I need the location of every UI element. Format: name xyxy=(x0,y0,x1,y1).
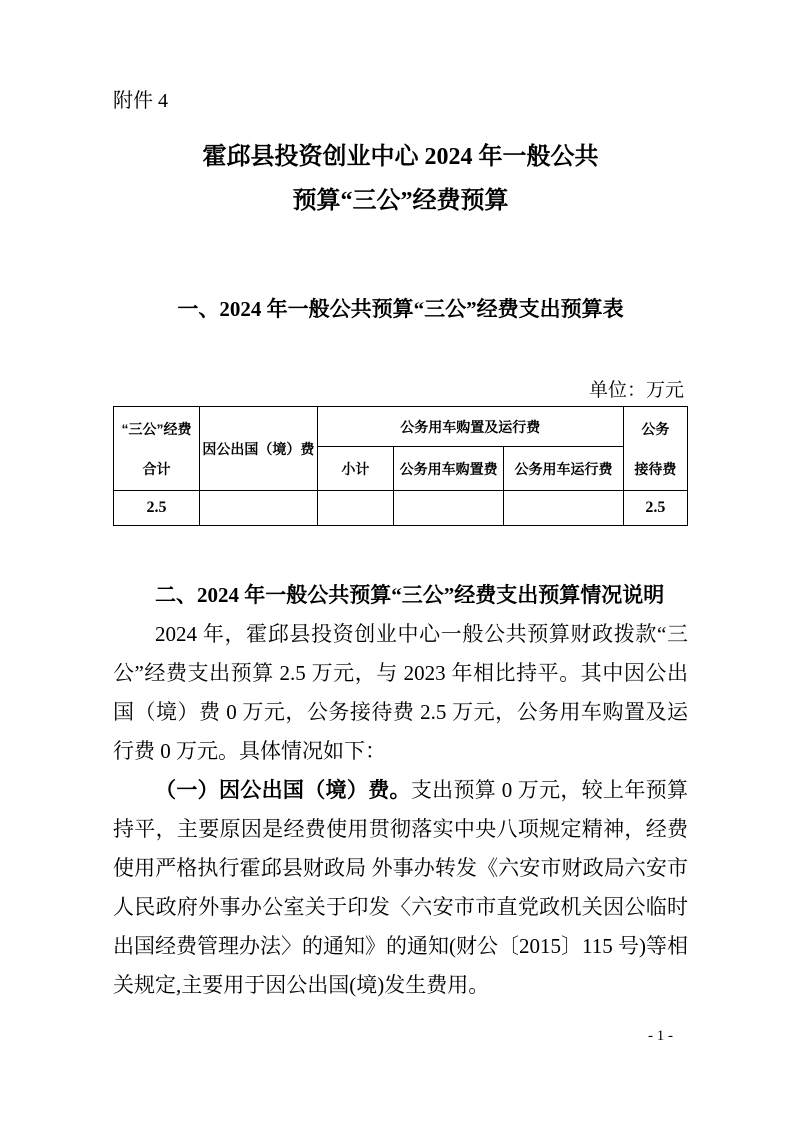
table-header-vehicle-purchase: 公务用车购置费 xyxy=(394,447,504,491)
section2-paragraph-2 xyxy=(113,771,688,1005)
cell-vehicle-purchase xyxy=(394,491,504,526)
cell-abroad-fee xyxy=(200,491,318,526)
table-header-reception-line1: 公务 xyxy=(641,420,670,437)
document-title xyxy=(113,135,688,223)
cell-vehicle-operation xyxy=(504,491,623,526)
budget-table xyxy=(113,406,688,526)
document-content xyxy=(113,0,688,1005)
table-header-vehicle-operation: 公务用车运行费 xyxy=(504,447,623,491)
table-header-sangong-total xyxy=(114,407,200,491)
section2-paragraph-1 xyxy=(113,615,688,771)
table-header-row-1 xyxy=(114,407,688,447)
table-header-sangong-line2: 合计 xyxy=(142,460,171,477)
section2-paragraph-1-text: 2024 年，霍邱县投资创业中心一般公共预算财政拨款“三公”经费支出预算 2.5 万元，与 2023 年相比持平。其中因公出国（境）费 0 万元，公务接待费 2.5 万元，公务用车购置及运行费 0 万元。具体情况如下： xyxy=(113,622,688,763)
cell-vehicle-subtotal xyxy=(317,491,393,526)
cell-sangong-total: 2.5 xyxy=(114,491,200,526)
section2-heading: 二、2024 年一般公共预算“三公”经费支出预算情况说明 xyxy=(155,583,665,607)
table-header-reception-fee xyxy=(623,407,687,491)
table-header-vehicle-subtotal: 小计 xyxy=(317,447,393,491)
section2-paragraph-2-text: 支出预算 0 万元，较上年预算持平，主要原因是经费使用贯彻落实中央八项规定精神，经费使用严格执行霍邱县财政局 外事办转发《六安市财政局六安市人民政府外事办公室关于印发〈六安市市直党政机关因公临时出国经费管理办法〉的通知》的通知(财公〔2015〕115 号)等相关规定,主要用于因公出国(境)发生费用。 xyxy=(113,778,689,997)
table-header-vehicle-group: 公务用车购置及运行费 xyxy=(317,407,623,447)
section1-heading: 一、2024 年一般公共预算“三公”经费支出预算表 xyxy=(177,297,624,321)
table-data-row xyxy=(114,491,688,526)
table-header-reception-line2: 接待费 xyxy=(634,460,677,477)
table-header-sangong-line1: “三公”经费 xyxy=(121,420,192,437)
table-header-abroad-fee: 因公出国（境）费 xyxy=(200,407,318,491)
section2-paragraph-2-lead: （一）因公出国（境）费。 xyxy=(155,778,411,802)
document-title-line1: 霍邱县投资创业中心 2024 年一般公共 xyxy=(202,144,599,170)
table-unit-note: 单位：万元 xyxy=(588,380,684,401)
attachment-label: 附件 4 xyxy=(113,90,168,112)
page-number: - 1 - xyxy=(648,1028,673,1044)
document-title-line2: 预算“三公”经费预算 xyxy=(292,188,509,214)
cell-reception-fee: 2.5 xyxy=(623,491,687,526)
